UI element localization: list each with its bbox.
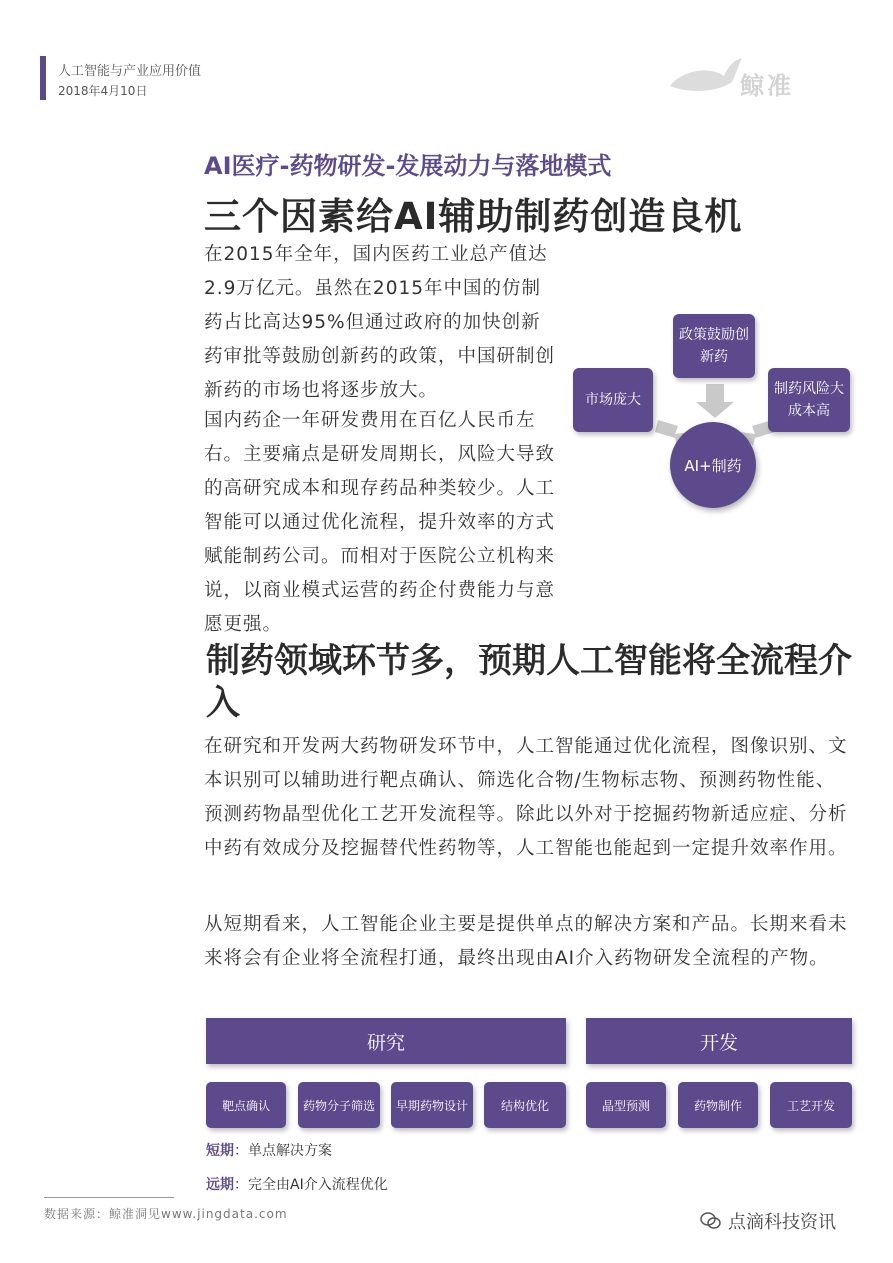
paragraph-rnd: 国内药企一年研发费用在百亿人民币左右。主要痛点是研发周期长，风险大导致的高研究成本和现存药品种类较少。人工智能可以通过优化流程，提升效率的方式赋能制药公司。而相对于医院公立机构来说，以商业模式运营的药企付费能力与意愿更强。 — [204, 410, 556, 635]
factor-risk-box: 制药风险大成本高 — [768, 368, 850, 432]
report-title: 人工智能与产业应用价值 — [58, 64, 202, 79]
section-subtitle: AI医疗-药物研发-发展动力与落地模式 — [204, 152, 612, 180]
legend-short-label: 短期 — [206, 1143, 234, 1159]
flow-research-header: 研究 — [206, 1018, 566, 1064]
factors-diagram — [570, 310, 860, 520]
paragraph-process: 在研究和开发两大药物研发环节中，人工智能通过优化流程，图像识别、文本识别可以辅助进行靶点确认、筛选化合物/生物标志物、预测药物性能、预测药物晶型优化工艺开发流程等。除此以外对于挖掘药物新适应症、分析中药有效成分及挖掘替代性药物等，人工智能也能起到一定提升效率作用。 — [204, 736, 848, 859]
factor-market-box: 市场庞大 — [573, 368, 653, 432]
factor-policy-box: 政策鼓励创新药 — [673, 314, 755, 378]
research-step: 结构优化 — [484, 1082, 566, 1128]
paragraph-market: 在2015年全年，国内医药工业总产值达2.9万亿元。虽然在2015年中国的仿制药占比高达95%但通过政府的加快创新药审批等鼓励创新药的政策，中国研制创新药的市场也将逐步放大。 — [204, 244, 556, 401]
flow-develop-header: 开发 — [586, 1018, 852, 1064]
research-step: 药物分子筛选 — [298, 1082, 380, 1128]
section-title: 制药领域环节多，预期人工智能将全流程介入 — [206, 641, 852, 723]
wechat-account: 点滴科技资讯 — [728, 1212, 836, 1233]
legend-long-label: 远期 — [206, 1177, 234, 1193]
wechat-watermark — [700, 1208, 836, 1234]
logo-text: 鲸准 — [740, 72, 794, 100]
wechat-icon — [700, 1212, 722, 1230]
research-step: 早期药物设计 — [391, 1082, 473, 1128]
develop-step: 工艺开发 — [770, 1082, 852, 1128]
main-title: 三个因素给AI辅助制药创造良机 — [204, 195, 743, 238]
data-source: 数据来源：鲸准洞见www.jingdata.com — [44, 1207, 288, 1221]
research-step: 靶点确认 — [206, 1082, 286, 1128]
report-date: 2018年4月10日 — [58, 84, 148, 98]
arrow-down-icon — [696, 384, 734, 418]
legend-short-term — [206, 1140, 332, 1160]
paragraph-outlook: 从短期看来，人工智能企业主要是提供单点的解决方案和产品。长期来看未来将会有企业将全流程打通，最终出现由AI介入药物研发全流程的产物。 — [204, 914, 848, 969]
ai-pharma-circle: AI+制药 — [670, 422, 756, 508]
develop-step: 药物制作 — [678, 1082, 758, 1128]
legend-short-text: ：单点解决方案 — [234, 1143, 332, 1159]
legend-long-term — [206, 1174, 388, 1194]
source-divider — [44, 1197, 174, 1198]
header-accent-bar — [40, 56, 46, 100]
legend-long-text: ：完全由AI介入流程优化 — [234, 1177, 388, 1193]
develop-step: 晶型预测 — [586, 1082, 666, 1128]
